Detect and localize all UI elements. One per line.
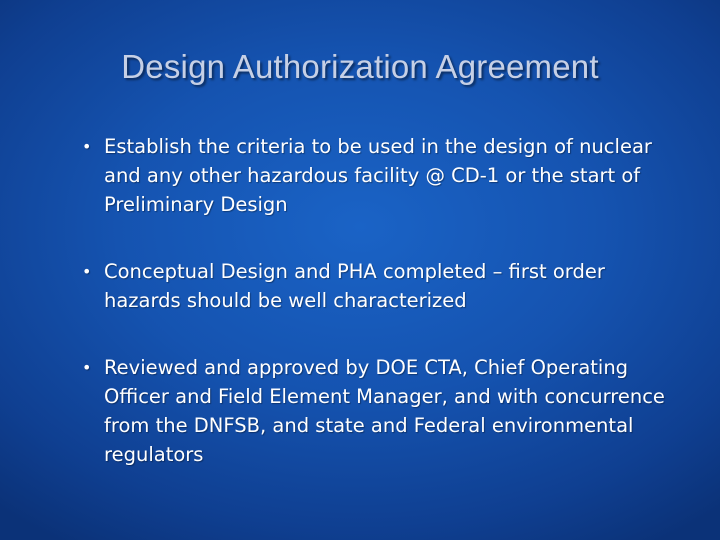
bullet-text: Reviewed and approved by DOE CTA, Chief Operating Officer and Field Element Manager, and with concurrence from the DNFSB, and state and Federal environmental regulators [104, 356, 665, 466]
bullet-text: Establish the criteria to be used in the design of nuclear and any other hazardous facility @ CD-1 or the start of Preliminary Design [104, 135, 652, 216]
bullet-dot-icon: • [82, 262, 92, 281]
bullet-text: Conceptual Design and PHA completed – first order hazards should be well characterized [104, 260, 605, 312]
bullet-item [80, 353, 680, 469]
bullet-dot-icon: • [82, 358, 92, 377]
slide-title: Design Authorization Agreement [121, 48, 599, 85]
bullet-item [80, 257, 680, 315]
bullet-item [80, 132, 680, 219]
bullet-dot-icon: • [82, 137, 92, 156]
bullet-list [80, 132, 680, 469]
